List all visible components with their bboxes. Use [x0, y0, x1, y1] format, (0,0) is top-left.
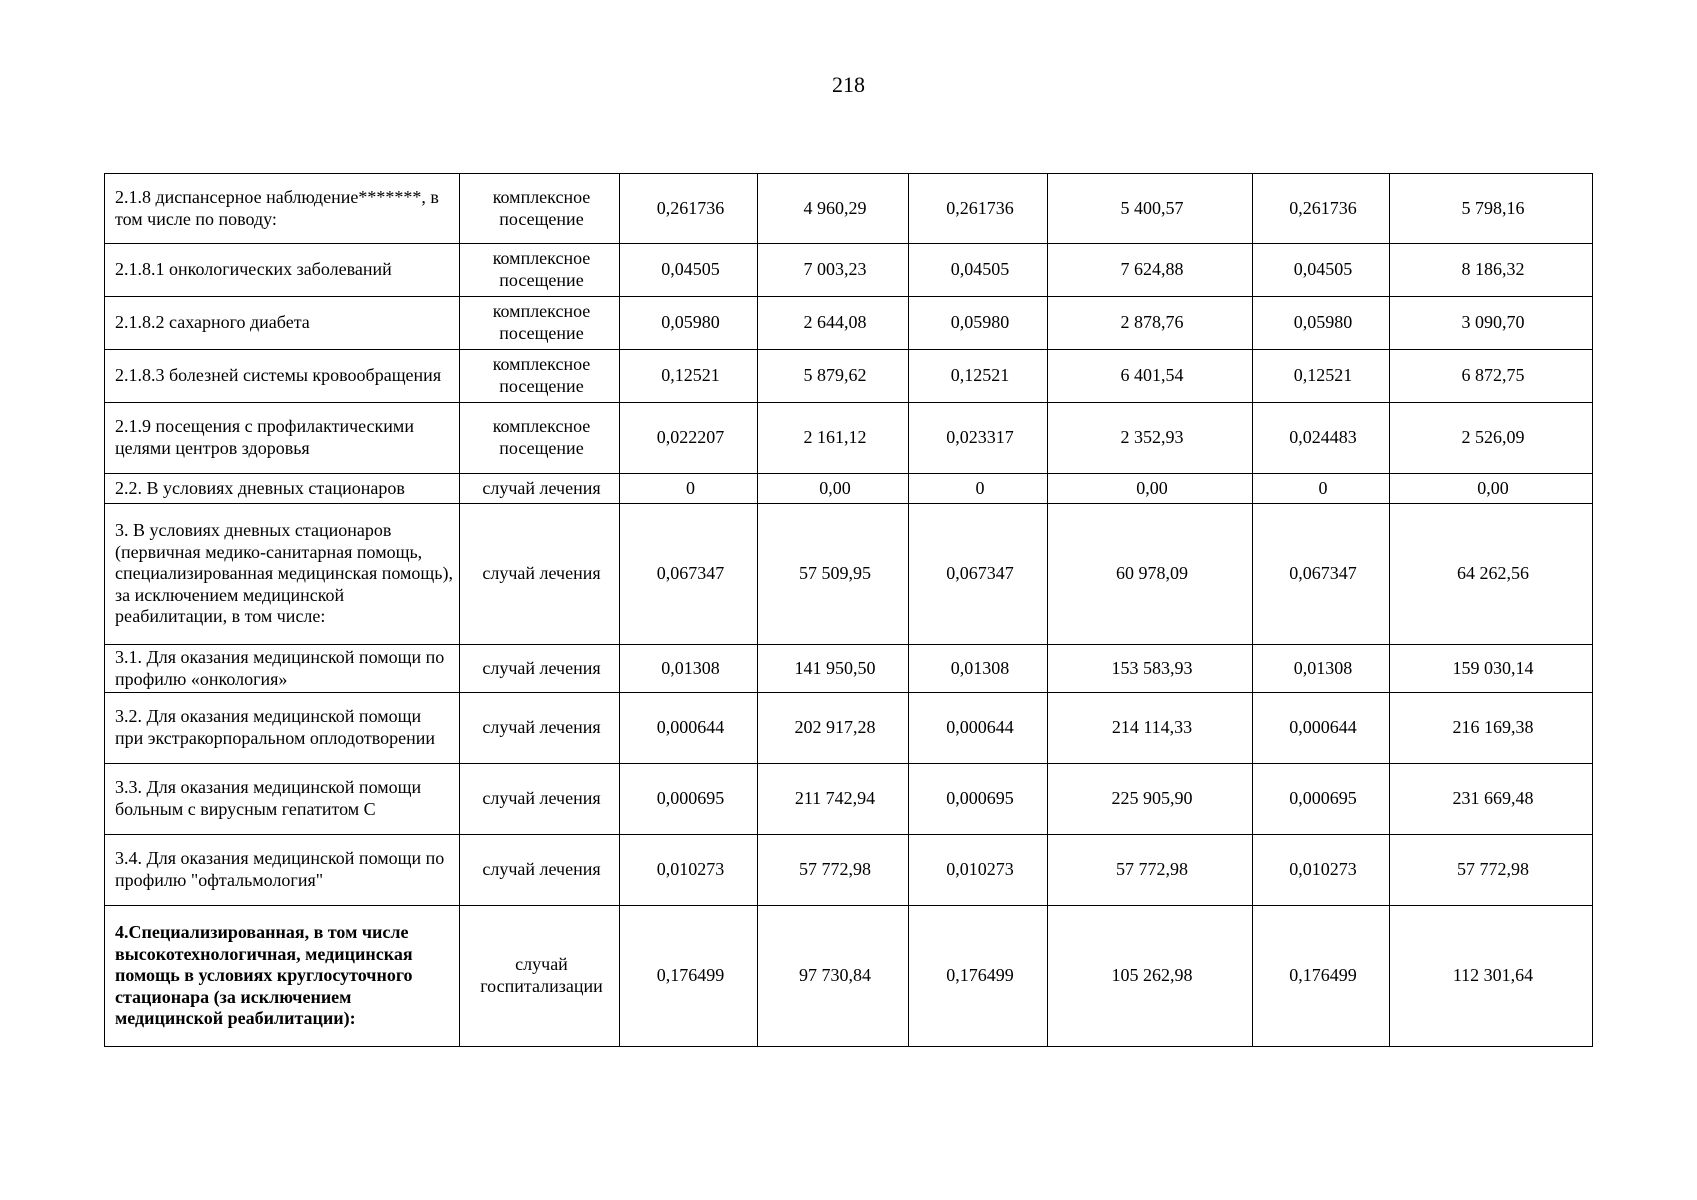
cell-value: 7 003,23 [758, 244, 909, 297]
cell-value: 231 669,48 [1390, 764, 1593, 835]
cell-value: 2 161,12 [758, 403, 909, 474]
row-unit: случай лечения [460, 504, 620, 645]
cell-value: 0,000695 [1253, 764, 1390, 835]
cell-value: 0 [909, 474, 1048, 504]
table-row [105, 764, 1593, 835]
cell-value: 0,00 [758, 474, 909, 504]
table-row [105, 906, 1593, 1047]
cell-value: 0,023317 [909, 403, 1048, 474]
cell-value: 0,176499 [1253, 906, 1390, 1047]
cell-value: 214 114,33 [1048, 693, 1253, 764]
cell-value: 0,261736 [909, 174, 1048, 244]
cell-value: 0,000644 [620, 693, 758, 764]
cell-value: 0,04505 [909, 244, 1048, 297]
cell-value: 141 950,50 [758, 645, 909, 693]
cell-value: 0,067347 [1253, 504, 1390, 645]
cell-value: 5 400,57 [1048, 174, 1253, 244]
cell-value: 97 730,84 [758, 906, 909, 1047]
cell-value: 6 401,54 [1048, 350, 1253, 403]
cell-value: 0,05980 [1253, 297, 1390, 350]
cell-value: 57 772,98 [1048, 835, 1253, 906]
row-unit: комплексное посещение [460, 350, 620, 403]
cell-value: 105 262,98 [1048, 906, 1253, 1047]
cell-value: 5 879,62 [758, 350, 909, 403]
table-row [105, 174, 1593, 244]
cell-value: 0,12521 [620, 350, 758, 403]
cell-value: 0,067347 [620, 504, 758, 645]
cell-value: 0,04505 [620, 244, 758, 297]
table-row [105, 244, 1593, 297]
cell-value: 2 878,76 [1048, 297, 1253, 350]
cell-value: 0,01308 [1253, 645, 1390, 693]
row-unit: случай лечения [460, 645, 620, 693]
row-label: 2.2. В условиях дневных стационаров [105, 474, 460, 504]
cell-value: 0,261736 [620, 174, 758, 244]
row-label: 2.1.8.2 сахарного диабета [105, 297, 460, 350]
table-row [105, 297, 1593, 350]
row-label: 2.1.8.1 онкологических заболеваний [105, 244, 460, 297]
table-row [105, 504, 1593, 645]
cell-value: 0,024483 [1253, 403, 1390, 474]
cell-value: 0,010273 [620, 835, 758, 906]
cell-value: 0,022207 [620, 403, 758, 474]
cell-value: 2 644,08 [758, 297, 909, 350]
cell-value: 0,261736 [1253, 174, 1390, 244]
cell-value: 0,176499 [620, 906, 758, 1047]
cell-value: 0,05980 [620, 297, 758, 350]
cell-value: 64 262,56 [1390, 504, 1593, 645]
cell-value: 0,067347 [909, 504, 1048, 645]
cell-value: 159 030,14 [1390, 645, 1593, 693]
cell-value: 57 509,95 [758, 504, 909, 645]
row-label: 2.1.8.3 болезней системы кровообращения [105, 350, 460, 403]
cell-value: 112 301,64 [1390, 906, 1593, 1047]
cell-value: 0,01308 [620, 645, 758, 693]
cell-value: 6 872,75 [1390, 350, 1593, 403]
cell-value: 0,010273 [1253, 835, 1390, 906]
cell-value: 0,000644 [1253, 693, 1390, 764]
row-label: 2.1.8 диспансерное наблюдение*******, в том числе по поводу: [105, 174, 460, 244]
table-row [105, 693, 1593, 764]
table-row [105, 350, 1593, 403]
cell-value: 216 169,38 [1390, 693, 1593, 764]
row-label: 2.1.9 посещения с профилактическими целями центров здоровья [105, 403, 460, 474]
row-unit: случай лечения [460, 474, 620, 504]
cell-value: 5 798,16 [1390, 174, 1593, 244]
cell-value: 0,05980 [909, 297, 1048, 350]
row-unit: случай лечения [460, 764, 620, 835]
cell-value: 2 352,93 [1048, 403, 1253, 474]
cell-value: 0,01308 [909, 645, 1048, 693]
cell-value: 225 905,90 [1048, 764, 1253, 835]
cell-value: 4 960,29 [758, 174, 909, 244]
row-unit: случай госпитализации [460, 906, 620, 1047]
row-unit: случай лечения [460, 693, 620, 764]
cell-value: 57 772,98 [758, 835, 909, 906]
cell-value: 0,010273 [909, 835, 1048, 906]
row-unit: комплексное посещение [460, 403, 620, 474]
data-table [104, 173, 1593, 1047]
cell-value: 2 526,09 [1390, 403, 1593, 474]
cell-value: 0,12521 [1253, 350, 1390, 403]
cell-value: 0 [1253, 474, 1390, 504]
row-unit: комплексное посещение [460, 244, 620, 297]
row-label: 4.Специализированная, в том числе высокотехнологичная, медицинская помощь в условиях круглосуточного стационара (за исключением медицинской реабилитации): [105, 906, 460, 1047]
cell-value: 0,00 [1048, 474, 1253, 504]
cell-value: 57 772,98 [1390, 835, 1593, 906]
cell-value: 0 [620, 474, 758, 504]
cell-value: 7 624,88 [1048, 244, 1253, 297]
cell-value: 8 186,32 [1390, 244, 1593, 297]
row-label: 3.2. Для оказания медицинской помощи при экстракорпоральном оплодотворении [105, 693, 460, 764]
row-unit: случай лечения [460, 835, 620, 906]
cell-value: 0,04505 [1253, 244, 1390, 297]
cell-value: 0,176499 [909, 906, 1048, 1047]
row-label: 3.4. Для оказания медицинской помощи по профилю "офтальмология" [105, 835, 460, 906]
cell-value: 0,000695 [620, 764, 758, 835]
table-row [105, 474, 1593, 504]
cell-value: 60 978,09 [1048, 504, 1253, 645]
cell-value: 0,000695 [909, 764, 1048, 835]
cell-value: 202 917,28 [758, 693, 909, 764]
cell-value: 0,000644 [909, 693, 1048, 764]
row-label: 3. В условиях дневных стационаров (первичная медико-санитарная помощь, специализированная медицинская помощь), за исключением медицинской реабилитации, в том числе: [105, 504, 460, 645]
cell-value: 211 742,94 [758, 764, 909, 835]
table-row [105, 403, 1593, 474]
cell-value: 0,00 [1390, 474, 1593, 504]
row-unit: комплексное посещение [460, 174, 620, 244]
page-number: 218 [832, 72, 865, 97]
cell-value: 3 090,70 [1390, 297, 1593, 350]
table-row [105, 645, 1593, 693]
row-unit: комплексное посещение [460, 297, 620, 350]
cell-value: 0,12521 [909, 350, 1048, 403]
row-label: 3.1. Для оказания медицинской помощи по профилю «онкология» [105, 645, 460, 693]
row-label: 3.3. Для оказания медицинской помощи больным с вирусным гепатитом С [105, 764, 460, 835]
table-row [105, 835, 1593, 906]
cell-value: 153 583,93 [1048, 645, 1253, 693]
